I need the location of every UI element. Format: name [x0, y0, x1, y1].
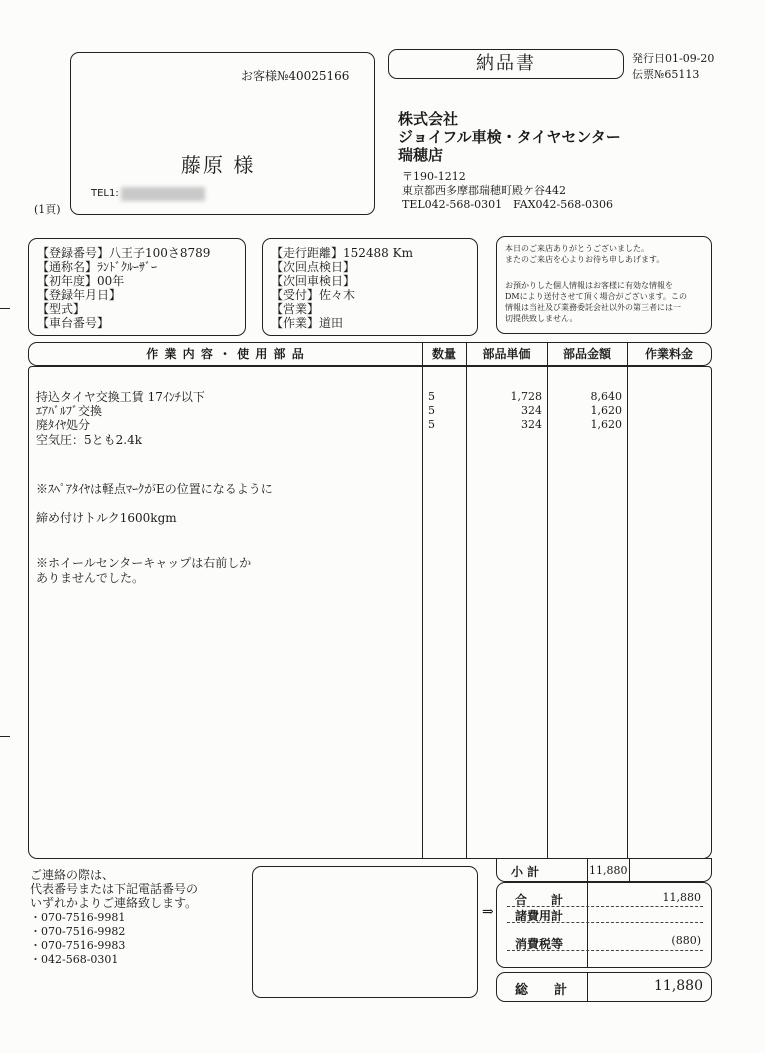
notice-line: またのご来店を心よりお待ち申しあげます。 [505, 255, 665, 264]
customer-tel-value [121, 187, 205, 201]
company-tel-fax: TEL042-568-0301 FAX042-568-0306 [402, 198, 613, 211]
work-note: ※ｽﾍﾟｱﾀｲﾔは軽点ﾏｰｸがEの位置になるように [36, 482, 273, 496]
tax-label: 消費税等 [515, 937, 564, 951]
notice-line: DMにより送付させて頂く場合がございます。この [505, 292, 687, 301]
service-info-line: 【次回点検日】 [271, 260, 356, 274]
sum-label: 合 計 [515, 893, 564, 907]
item-description: 空気圧：5とも2.4k [36, 433, 142, 447]
company-name-3: 瑞穂店 [398, 146, 444, 164]
slip-number: 伝票№65113 [632, 68, 700, 81]
contact-phone: ・042-568-0301 [30, 953, 119, 966]
grand-total-value: 11,880 [654, 978, 703, 994]
customer-number: お客様№40025166 [241, 69, 350, 83]
header-description: 作 業 内 容 ・ 使 用 部 品 [146, 347, 305, 361]
service-info-line: 【作業】道田 [271, 316, 344, 330]
item-description: 持込タイヤ交換工賃 17ｲﾝﾁ以下 [36, 390, 205, 404]
item-description: 廃ﾀｲﾔ処分 [36, 418, 91, 432]
grand-total-label: 総 計 [515, 983, 568, 998]
work-note: 締め付けトルク1600kgm [36, 511, 177, 525]
vehicle-info-line: 【登録番号】八王子100さ8789 [37, 246, 211, 260]
company-address: 東京都西多摩郡瑞穂町殿ケ谷442 [402, 184, 566, 197]
header-quantity: 数量 [431, 347, 456, 361]
item-amount: 8,640 [590, 390, 622, 403]
subtotal-label: 小 計 [511, 865, 540, 879]
item-description: ｴｱﾊﾞﾙﾌﾞ交換 [36, 404, 103, 418]
service-info-line: 【次回車検日】 [271, 274, 356, 288]
company-name-2: ジョイフル車検・タイヤセンター [398, 128, 621, 146]
item-amount: 1,620 [590, 404, 622, 417]
notice-line: 本日のご来店ありがとうございました。 [505, 244, 649, 253]
item-unit-price: 324 [521, 418, 542, 431]
document-title: 納品書 [476, 53, 536, 74]
item-unit-price: 324 [521, 404, 542, 417]
subtotal-value: 11,880 [589, 864, 628, 877]
sum-value: 11,880 [662, 891, 701, 904]
punch-mark-bottom [0, 736, 10, 737]
contact-line: いずれかよりご連絡致します。 [30, 896, 198, 910]
notice-line: 切提供致しません。 [505, 314, 578, 323]
header-parts-amount: 部品金額 [562, 347, 611, 361]
service-info-box [262, 238, 478, 336]
vehicle-info-line: 【登録年月日】 [37, 288, 122, 302]
vehicle-info-line: 【通称名】ﾗﾝﾄﾞｸﾙｰｻﾞｰ [37, 260, 158, 274]
company-name-1: 株式会社 [398, 110, 459, 128]
customer-box [70, 52, 375, 215]
service-info-line: 【受付】佐々木 [271, 288, 356, 302]
contact-line: ご連絡の際は、 [30, 868, 115, 882]
notice-line: 情報は当社及び業務委託会社以外の第三者には一 [505, 303, 681, 312]
work-note: ※ホイールセンターキャップは右前しか [36, 556, 252, 570]
service-info-line: 【走行距離】152488 Km [271, 246, 413, 260]
punch-mark-top [0, 308, 10, 309]
page-number: (1頁) [34, 203, 61, 216]
work-note: ありませんでした。 [36, 571, 145, 585]
item-amount: 1,620 [590, 418, 622, 431]
stamp-box [252, 866, 478, 998]
totals-box [496, 882, 712, 968]
contact-phone: ・070-7516-9981 [30, 911, 126, 924]
vehicle-info-line: 【初年度】00年 [37, 274, 125, 288]
customer-tel-label: TEL1: [91, 188, 119, 199]
company-postal: 〒190-1212 [402, 170, 466, 183]
vehicle-info-line: 【型式】 [37, 302, 86, 316]
header-unit-price: 部品単価 [482, 347, 531, 361]
arrow-icon: ⇒ [482, 904, 494, 920]
contact-phone: ・070-7516-9982 [30, 925, 126, 938]
notice-box [496, 236, 712, 334]
grand-total-box [496, 972, 712, 1002]
vehicle-info-box [28, 238, 246, 336]
item-quantity: 5 [428, 404, 435, 417]
header-labor-fee: 作業料金 [644, 347, 693, 361]
contact-phone: ・070-7516-9983 [30, 939, 126, 952]
notice-line: お預かりした個人情報はお客様に有効な情報を [505, 281, 673, 290]
item-unit-price: 1,728 [510, 390, 542, 403]
misc-fee-label: 諸費用計 [515, 909, 564, 923]
vehicle-info-line: 【車台番号】 [37, 316, 110, 330]
tax-value: (880) [671, 934, 701, 947]
table-header [28, 342, 712, 366]
issue-date: 発行日01-09-20 [632, 52, 715, 65]
title-box [388, 49, 624, 79]
customer-name: 藤原 様 [181, 153, 256, 177]
contact-line: 代表番号または下記電話番号の [30, 882, 199, 896]
subtotal-box [496, 858, 712, 882]
service-info-line: 【営業】 [271, 302, 320, 316]
item-quantity: 5 [428, 390, 435, 403]
item-quantity: 5 [428, 418, 435, 431]
